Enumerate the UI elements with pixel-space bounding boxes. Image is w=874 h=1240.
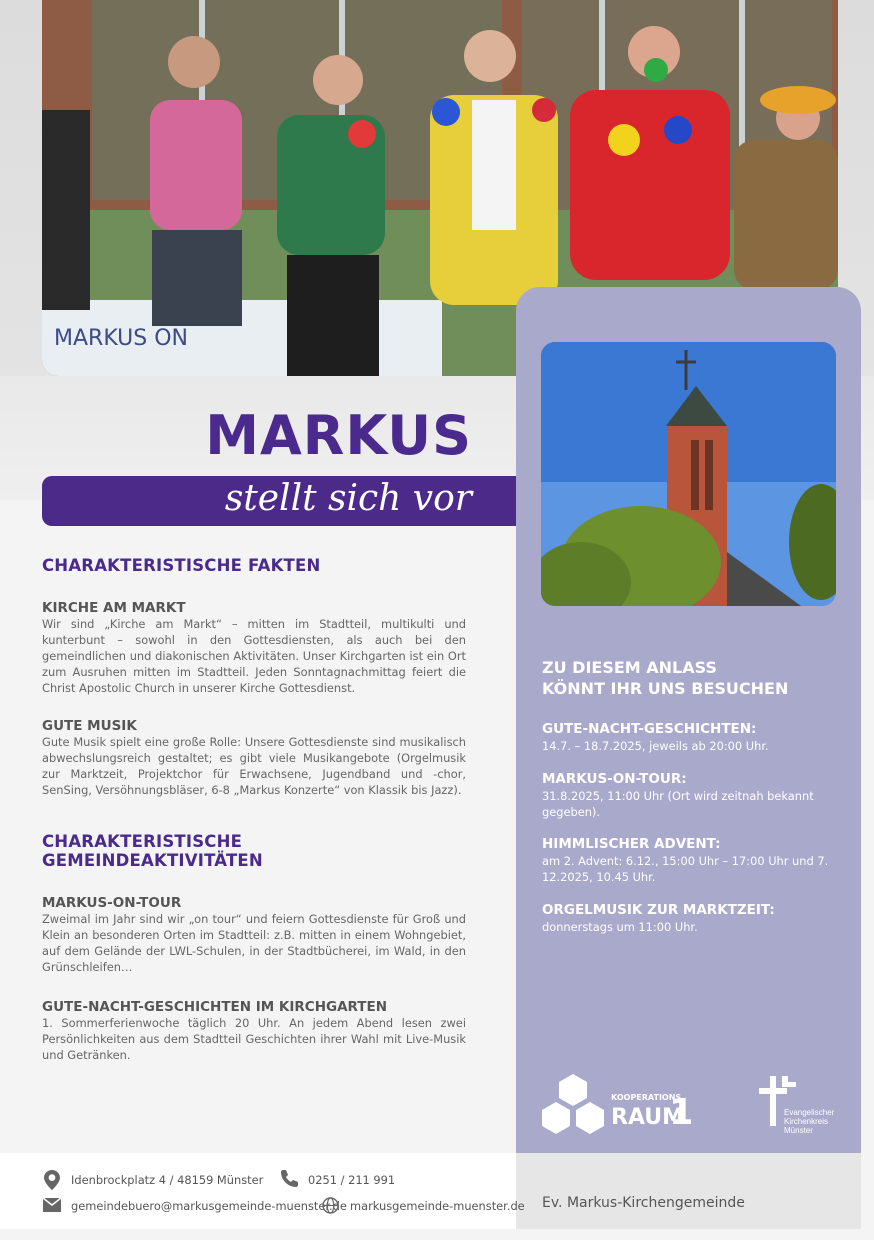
event-item bbox=[542, 771, 832, 820]
page-title: MARKUS bbox=[205, 404, 472, 467]
activity-item bbox=[42, 999, 466, 1063]
footer-phone[interactable]: 0251 / 211 991 bbox=[308, 1173, 396, 1187]
footer-address: Idenbrockplatz 4 / 48159 Münster bbox=[71, 1173, 264, 1187]
fact-text: Wir sind „Kirche am Markt“ – mitten im Stadtteil, multikulti und kunterbunt – sowohl in den Gottesdiensten, als auch bei den gemeindlichen und diakonischen Aktivitäten. Unser Kirchgarten ist ein Ort zum Ausruhen mitten im Stadtteil. Jeden Sonntagnachmittag feiert die Christ Apostolic Church in unserer Kirche Gottesdienst. bbox=[42, 617, 466, 695]
parish-name: Ev. Markus-Kirchengemeinde bbox=[542, 1195, 745, 1211]
page-subtitle: stellt sich vor bbox=[224, 478, 472, 519]
logo-kooperation-big: RAUM bbox=[611, 1105, 685, 1130]
event-text: 31.8.2025, 11:00 Uhr (Ort wird zeitnah bekannt gegeben). bbox=[542, 789, 814, 819]
fact-title: KIRCHE AM MARKT bbox=[42, 600, 186, 616]
activity-item bbox=[42, 895, 466, 975]
activity-title: GUTE-NACHT-GESCHICHTEN IM KIRCHGARTEN bbox=[42, 999, 388, 1015]
footer-email[interactable]: gemeindebuero@markusgemeinde-muenster.de bbox=[71, 1199, 347, 1213]
event-item bbox=[542, 902, 832, 935]
phone-icon bbox=[279, 1169, 299, 1194]
section-title-facts: CHARAKTERISTISCHE FAKTEN bbox=[42, 556, 321, 575]
logo-kooperation-small: KOOPERATIONS bbox=[611, 1093, 682, 1102]
event-text: am 2. Advent: 6.12., 15:00 Uhr – 17:00 Uhr und 7. 12.2025, 10.45 Uhr. bbox=[542, 854, 829, 884]
activity-text: Zweimal im Jahr sind wir „on tour“ und feiern Gottesdienste für Groß und Klein an besonderen Orten im Stadtteil: z.B. mitten in einem Wohngebiet, auf dem Gelände der LWL-Schulen, in der Stadtbücherei, im Wald, in den Grünschleifen… bbox=[42, 912, 466, 974]
footer-parish bbox=[516, 1153, 861, 1229]
event-title: GUTE-NACHT-GESCHICHTEN: bbox=[542, 721, 757, 737]
event-title: MARKUS-ON-TOUR: bbox=[542, 771, 687, 787]
events-title-line2: KÖNNT IHR UNS BESUCHEN bbox=[542, 679, 789, 698]
event-title: HIMMLISCHER ADVENT: bbox=[542, 836, 721, 852]
logo-kooperation-num: 1 bbox=[669, 1092, 691, 1133]
globe-icon bbox=[322, 1197, 339, 1219]
kooperationsraum-logo bbox=[541, 1072, 691, 1136]
location-pin-icon bbox=[44, 1170, 60, 1195]
fact-item bbox=[42, 600, 466, 696]
banner-text: MARKUS ON bbox=[54, 326, 188, 351]
activity-text: 1. Sommerferienwoche täglich 20 Uhr. An jedem Abend lesen zwei Persönlichkeiten aus dem Stadtteil Geschichten ihrer Wahl mit Live-Musik und Getränken. bbox=[42, 1016, 466, 1062]
events-title-line1: ZU DIESEM ANLASS bbox=[542, 658, 717, 677]
left-content bbox=[42, 556, 466, 1063]
fact-title: GUTE MUSIK bbox=[42, 718, 137, 734]
events-title bbox=[542, 657, 842, 699]
kirchenkreis-logo-text: Evangelischer Kirchenkreis Münster bbox=[784, 1108, 835, 1135]
event-text: donnerstags um 11:00 Uhr. bbox=[542, 920, 698, 934]
section-title-activities: CHARAKTERISTISCHE GEMEINDEAKTIVITÄTEN bbox=[42, 832, 263, 870]
event-text: 14.7. – 18.7.2025, jeweils ab 20:00 Uhr. bbox=[542, 739, 769, 753]
event-item bbox=[542, 836, 832, 885]
event-title: ORGELMUSIK ZUR MARKTZEIT: bbox=[542, 902, 775, 918]
envelope-icon bbox=[43, 1198, 61, 1217]
fact-item bbox=[42, 718, 466, 798]
fact-text: Gute Musik spielt eine große Rolle: Unsere Gottesdienste sind musikalisch abwechslungsreich gestaltet; es gibt viele Musikangebote (Orgelmusik zur Marktzeit, Projektchor für Erwachsene, Jugendband und -chor, SenSing, Versöhnungsbläser, 6-8 „Markus Konzerte“ von Klassik bis Jazz). bbox=[42, 735, 466, 797]
activity-title: MARKUS-ON-TOUR bbox=[42, 895, 182, 911]
event-item bbox=[542, 721, 832, 754]
footer-website[interactable]: markusgemeinde-muenster.de bbox=[350, 1199, 525, 1213]
church-photo bbox=[541, 342, 836, 606]
footer-contact bbox=[0, 1153, 516, 1229]
